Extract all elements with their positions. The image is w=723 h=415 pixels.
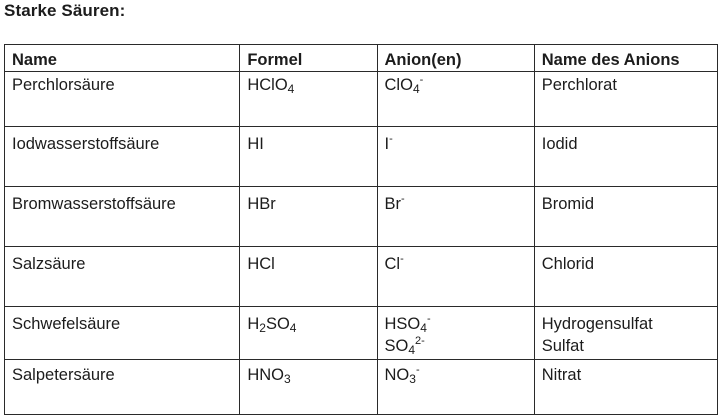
anion-name: Perchlorat	[541, 76, 617, 94]
acid-name-cell: Salzsäure	[5, 247, 240, 307]
formula-text: HI	[247, 135, 264, 153]
anion-name-cell	[534, 247, 717, 307]
chemical-formula	[247, 313, 376, 335]
chemical-formula	[247, 133, 376, 155]
formula-superscript: -	[419, 74, 424, 86]
formula-superscript: -	[389, 133, 393, 145]
chemical-formula	[247, 193, 376, 215]
table-row	[5, 127, 718, 187]
formula-text: HNO	[247, 366, 284, 384]
anion-formula	[385, 74, 534, 96]
formula-superscript: -	[400, 253, 404, 265]
chemical-formula	[247, 364, 376, 386]
formula-cell	[240, 72, 377, 127]
formula-cell	[240, 360, 377, 415]
formula-superscript: -	[401, 193, 405, 205]
formula-text: I	[384, 135, 390, 153]
formula-subscript: 4	[408, 343, 416, 357]
chemical-formula	[247, 253, 376, 275]
anion-name: Chlorid	[541, 255, 595, 273]
table-row	[5, 307, 718, 360]
anion-cell	[377, 307, 534, 360]
table-row	[5, 247, 718, 307]
formula-cell	[240, 307, 377, 360]
formula-text: SO	[265, 315, 290, 333]
acid-name-cell: Salpetersäure	[5, 360, 240, 415]
table-row	[5, 187, 718, 247]
anion-name-cell	[534, 187, 717, 247]
anion-name-cell	[534, 360, 717, 415]
table-row	[5, 72, 718, 127]
anion-formula	[385, 253, 534, 275]
formula-text: Cl	[384, 255, 401, 273]
header-name: Name	[5, 45, 240, 72]
strong-acids-table	[4, 44, 718, 415]
anion-name-cell	[534, 307, 717, 360]
header-anions: Anion(en)	[377, 45, 534, 72]
formula-subscript: 2	[259, 321, 266, 335]
formula-text: HCl	[247, 255, 275, 273]
formula-subscript: 4	[289, 321, 297, 335]
formula-text: H	[247, 315, 260, 333]
formula-subscript: 3	[409, 372, 416, 386]
anion-formula	[385, 133, 534, 155]
formula-superscript: -	[415, 364, 420, 376]
anion-name: Iodid	[541, 135, 578, 153]
page-title: Starke Säuren:	[4, 1, 126, 20]
formula-subscript: 4	[287, 82, 295, 96]
header-anion-name: Name des Anions	[534, 45, 717, 72]
acid-name-cell: Schwefelsäure	[5, 307, 240, 360]
anion-name-cell	[534, 127, 717, 187]
formula-text: HSO	[384, 315, 421, 333]
formula-cell	[240, 187, 377, 247]
anion-formula	[385, 193, 534, 215]
anion-name-cell	[534, 72, 717, 127]
anion-name: Hydrogensulfat	[541, 315, 653, 333]
formula-text: SO	[384, 337, 409, 355]
formula-cell	[240, 247, 377, 307]
table-header-row	[5, 45, 718, 72]
formula-text: Br	[384, 195, 402, 213]
anion-cell	[377, 187, 534, 247]
formula-text: HBr	[247, 195, 276, 213]
anion-cell	[377, 247, 534, 307]
formula-superscript: 2-	[415, 335, 425, 347]
acid-name-cell: Perchlorsäure	[5, 72, 240, 127]
anion-formula	[385, 335, 534, 357]
anion-name: Bromid	[541, 195, 594, 213]
formula-subscript: 3	[284, 372, 291, 386]
chemical-formula	[247, 74, 376, 96]
anion-cell	[377, 360, 534, 415]
header-formula: Formel	[240, 45, 377, 72]
formula-cell	[240, 127, 377, 187]
formula-text: ClO	[384, 76, 413, 94]
anion-cell	[377, 127, 534, 187]
anion-name: Sulfat	[541, 337, 584, 355]
formula-superscript: -	[426, 313, 431, 325]
acid-name-cell: Bromwasserstoffsäure	[5, 187, 240, 247]
formula-text: NO	[384, 366, 410, 384]
formula-subscript: 4	[420, 321, 427, 335]
anion-formula	[385, 313, 534, 335]
anion-cell	[377, 72, 534, 127]
anion-formula	[385, 364, 534, 386]
formula-subscript: 4	[412, 82, 420, 96]
table-row	[5, 360, 718, 415]
anion-name: Nitrat	[541, 366, 582, 384]
formula-text: HClO	[247, 76, 288, 94]
acid-name-cell: Iodwasserstoffsäure	[5, 127, 240, 187]
